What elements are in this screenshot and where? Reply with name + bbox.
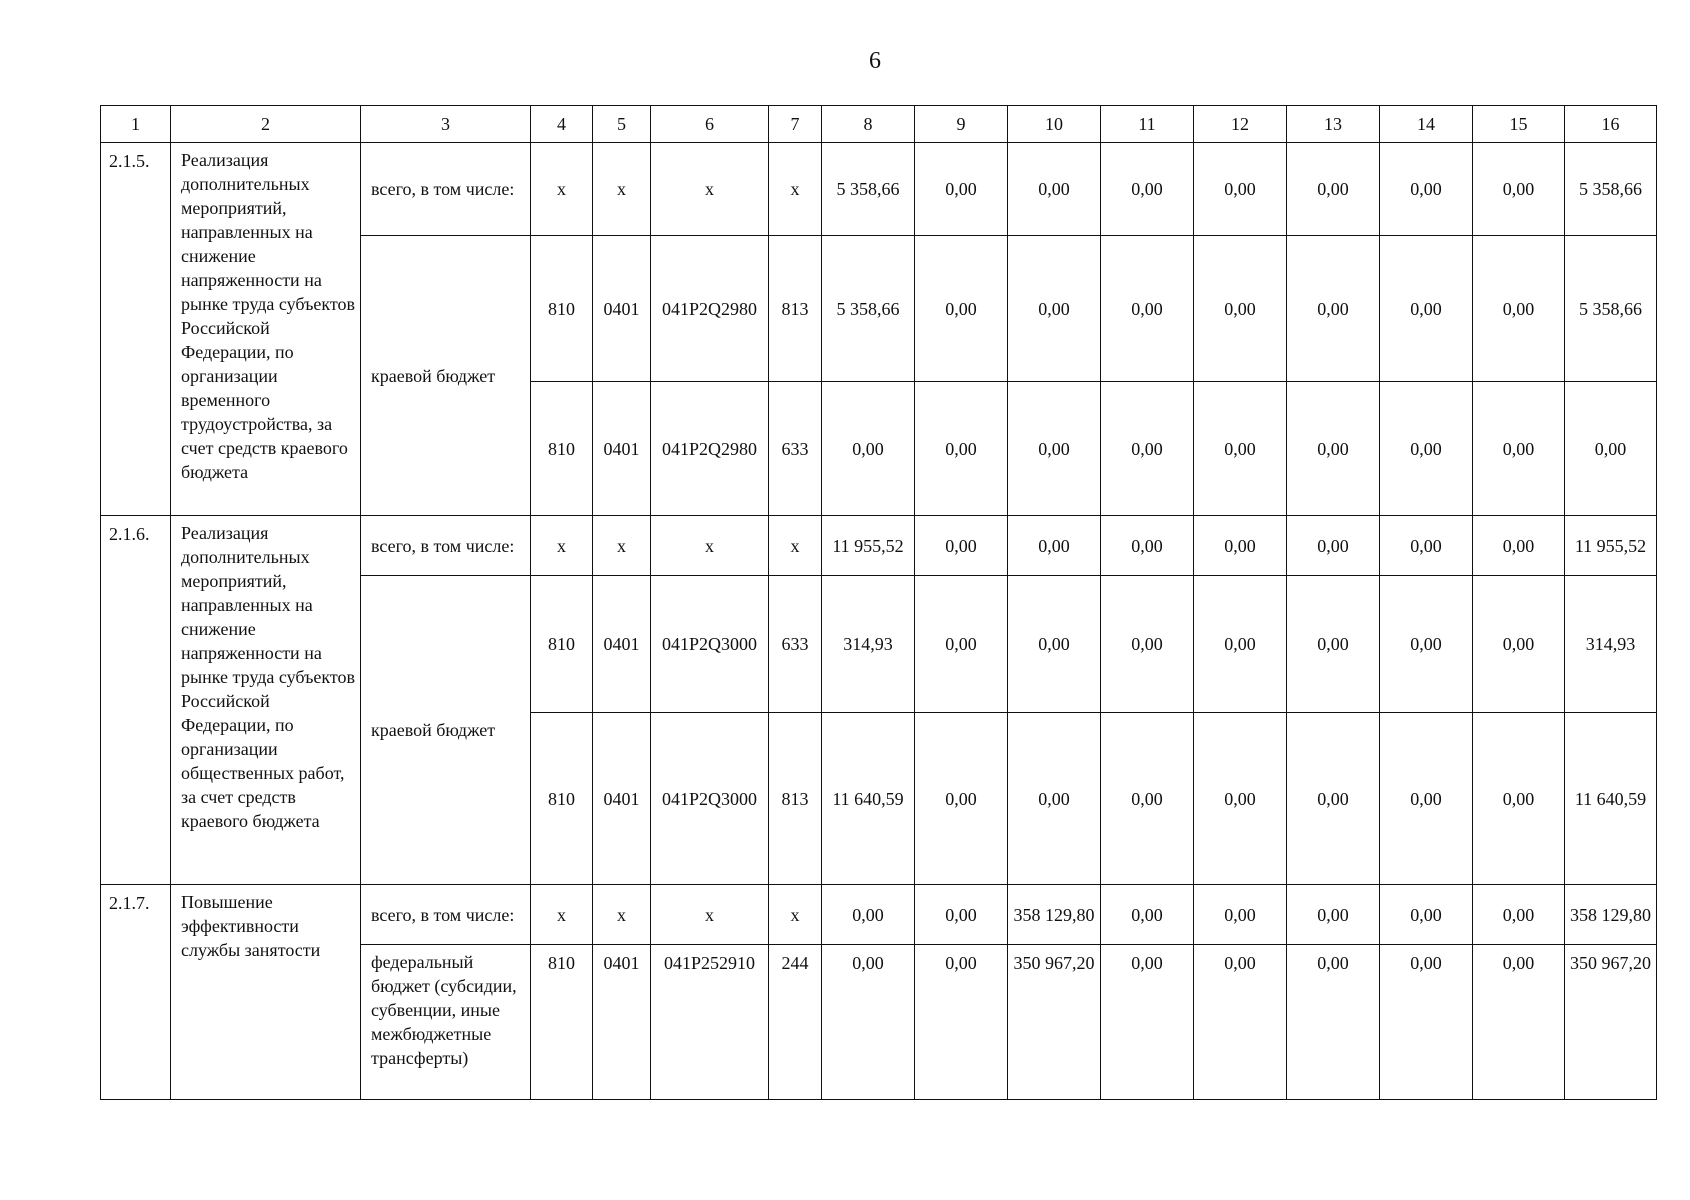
column-header: 12	[1194, 106, 1287, 143]
value-cell: 0,00	[822, 382, 915, 516]
row-number: 2.1.5.	[101, 143, 171, 516]
value-cell: 358 129,80	[1565, 885, 1657, 945]
value-cell: 0,00	[1473, 713, 1565, 885]
value-cell: 0,00	[1194, 576, 1287, 713]
value-cell: 0,00	[915, 382, 1008, 516]
column-header: 2	[171, 106, 361, 143]
value-cell: 11 955,52	[822, 516, 915, 576]
value-cell: 11 640,59	[822, 713, 915, 885]
value-cell: 350 967,20	[1565, 945, 1657, 1100]
code-cell: 0401	[593, 713, 651, 885]
column-header: 13	[1287, 106, 1380, 143]
code-cell: 810	[531, 713, 593, 885]
value-cell: 0,00	[1101, 516, 1194, 576]
code-cell: х	[769, 885, 822, 945]
value-cell: 0,00	[822, 945, 915, 1100]
value-cell: 0,00	[915, 516, 1008, 576]
header-row	[101, 106, 1657, 143]
value-cell: 0,00	[1287, 945, 1380, 1100]
value-cell: 0,00	[1194, 516, 1287, 576]
value-cell: 0,00	[1287, 236, 1380, 382]
code-cell: х	[651, 516, 769, 576]
budget-table	[100, 105, 1657, 1100]
code-cell: х	[769, 143, 822, 236]
value-cell: 11 640,59	[1565, 713, 1657, 885]
code-cell: 810	[531, 945, 593, 1100]
value-cell: 0,00	[1473, 945, 1565, 1100]
code-cell: 633	[769, 576, 822, 713]
code-cell: х	[531, 885, 593, 945]
code-cell: х	[769, 516, 822, 576]
column-header: 3	[361, 106, 531, 143]
code-cell: х	[593, 516, 651, 576]
code-cell: 0401	[593, 576, 651, 713]
column-header: 4	[531, 106, 593, 143]
value-cell: 0,00	[1473, 236, 1565, 382]
value-cell: 0,00	[1008, 516, 1101, 576]
column-header: 7	[769, 106, 822, 143]
value-cell: 0,00	[1380, 516, 1473, 576]
code-cell: х	[651, 143, 769, 236]
value-cell: 0,00	[1101, 236, 1194, 382]
code-cell: х	[531, 143, 593, 236]
page-number: 6	[869, 48, 881, 74]
code-cell: 810	[531, 576, 593, 713]
table-row	[101, 143, 1657, 236]
code-cell: 041P252910	[651, 945, 769, 1100]
code-cell: х	[593, 143, 651, 236]
value-cell: 0,00	[1194, 945, 1287, 1100]
value-cell: 0,00	[1287, 885, 1380, 945]
value-cell: 0,00	[1287, 382, 1380, 516]
code-cell: 0401	[593, 382, 651, 516]
value-cell: 0,00	[1101, 576, 1194, 713]
value-cell: 0,00	[1008, 143, 1101, 236]
column-header: 11	[1101, 106, 1194, 143]
code-cell: х	[651, 885, 769, 945]
value-cell: 350 967,20	[1008, 945, 1101, 1100]
value-cell: 0,00	[915, 236, 1008, 382]
row-number: 2.1.6.	[101, 516, 171, 885]
value-cell: 0,00	[915, 143, 1008, 236]
code-cell: 810	[531, 382, 593, 516]
value-cell: 0,00	[1008, 713, 1101, 885]
value-cell: 0,00	[1565, 382, 1657, 516]
value-cell: 0,00	[1101, 885, 1194, 945]
value-cell: 314,93	[822, 576, 915, 713]
funding-source: всего, в том числе:	[361, 885, 531, 945]
value-cell: 0,00	[1380, 885, 1473, 945]
funding-source: краевой бюджет	[361, 576, 531, 885]
value-cell: 0,00	[1287, 516, 1380, 576]
activity-name: Реализация дополнительных мероприятий, направленных на снижение напряженности на рынке труда субъектов Российской Федерации, по организации временного трудоустройства, за счет средств краевого бюджета	[171, 143, 361, 516]
value-cell: 0,00	[1380, 576, 1473, 713]
value-cell: 0,00	[1194, 382, 1287, 516]
code-cell: 633	[769, 382, 822, 516]
value-cell: 358 129,80	[1008, 885, 1101, 945]
value-cell: 0,00	[1194, 713, 1287, 885]
column-header: 6	[651, 106, 769, 143]
column-header: 15	[1473, 106, 1565, 143]
value-cell: 0,00	[1008, 576, 1101, 713]
code-cell: х	[593, 885, 651, 945]
value-cell: 0,00	[1380, 945, 1473, 1100]
value-cell: 0,00	[1287, 713, 1380, 885]
code-cell: х	[531, 516, 593, 576]
value-cell: 0,00	[1473, 576, 1565, 713]
funding-source: всего, в том числе:	[361, 516, 531, 576]
code-cell: 813	[769, 236, 822, 382]
value-cell: 0,00	[1008, 236, 1101, 382]
value-cell: 0,00	[1101, 382, 1194, 516]
code-cell: 813	[769, 713, 822, 885]
funding-source: краевой бюджет	[361, 236, 531, 516]
code-cell: 0401	[593, 945, 651, 1100]
value-cell: 0,00	[1008, 382, 1101, 516]
value-cell: 0,00	[915, 945, 1008, 1100]
value-cell: 0,00	[1287, 143, 1380, 236]
row-number: 2.1.7.	[101, 885, 171, 1100]
value-cell: 0,00	[1101, 945, 1194, 1100]
value-cell: 0,00	[1194, 236, 1287, 382]
value-cell: 0,00	[822, 885, 915, 945]
funding-source: федеральный бюджет (субсидии, субвенции, иные межбюджетные трансферты)	[361, 945, 531, 1100]
code-cell: 041P2Q2980	[651, 236, 769, 382]
column-header: 5	[593, 106, 651, 143]
value-cell: 0,00	[1101, 713, 1194, 885]
value-cell: 0,00	[915, 713, 1008, 885]
value-cell: 0,00	[1473, 516, 1565, 576]
value-cell: 5 358,66	[1565, 143, 1657, 236]
activity-name: Повышение эффективности службы занятости	[171, 885, 361, 1100]
activity-name: Реализация дополнительных мероприятий, направленных на снижение напряженности на рынке труда субъектов Российской Федерации, по организации общественных работ, за счет средств краевого бюджета	[171, 516, 361, 885]
value-cell: 0,00	[1101, 143, 1194, 236]
value-cell: 5 358,66	[1565, 236, 1657, 382]
value-cell: 0,00	[1380, 236, 1473, 382]
code-cell: 041P2Q3000	[651, 576, 769, 713]
code-cell: 041P2Q2980	[651, 382, 769, 516]
value-cell: 0,00	[1380, 713, 1473, 885]
column-header: 1	[101, 106, 171, 143]
code-cell: 0401	[593, 236, 651, 382]
column-header: 8	[822, 106, 915, 143]
value-cell: 11 955,52	[1565, 516, 1657, 576]
column-header: 16	[1565, 106, 1657, 143]
column-header: 14	[1380, 106, 1473, 143]
funding-source: всего, в том числе:	[361, 143, 531, 236]
column-header: 10	[1008, 106, 1101, 143]
value-cell: 0,00	[1380, 143, 1473, 236]
column-header: 9	[915, 106, 1008, 143]
code-cell: 810	[531, 236, 593, 382]
value-cell: 0,00	[1194, 885, 1287, 945]
table-row	[101, 885, 1657, 945]
value-cell: 5 358,66	[822, 236, 915, 382]
value-cell: 0,00	[1473, 885, 1565, 945]
table-row	[101, 516, 1657, 576]
value-cell: 0,00	[1473, 143, 1565, 236]
value-cell: 5 358,66	[822, 143, 915, 236]
value-cell: 0,00	[1194, 143, 1287, 236]
value-cell: 0,00	[915, 885, 1008, 945]
value-cell: 0,00	[1380, 382, 1473, 516]
value-cell: 0,00	[1473, 382, 1565, 516]
value-cell: 314,93	[1565, 576, 1657, 713]
code-cell: 244	[769, 945, 822, 1100]
value-cell: 0,00	[1287, 576, 1380, 713]
code-cell: 041P2Q3000	[651, 713, 769, 885]
value-cell: 0,00	[915, 576, 1008, 713]
